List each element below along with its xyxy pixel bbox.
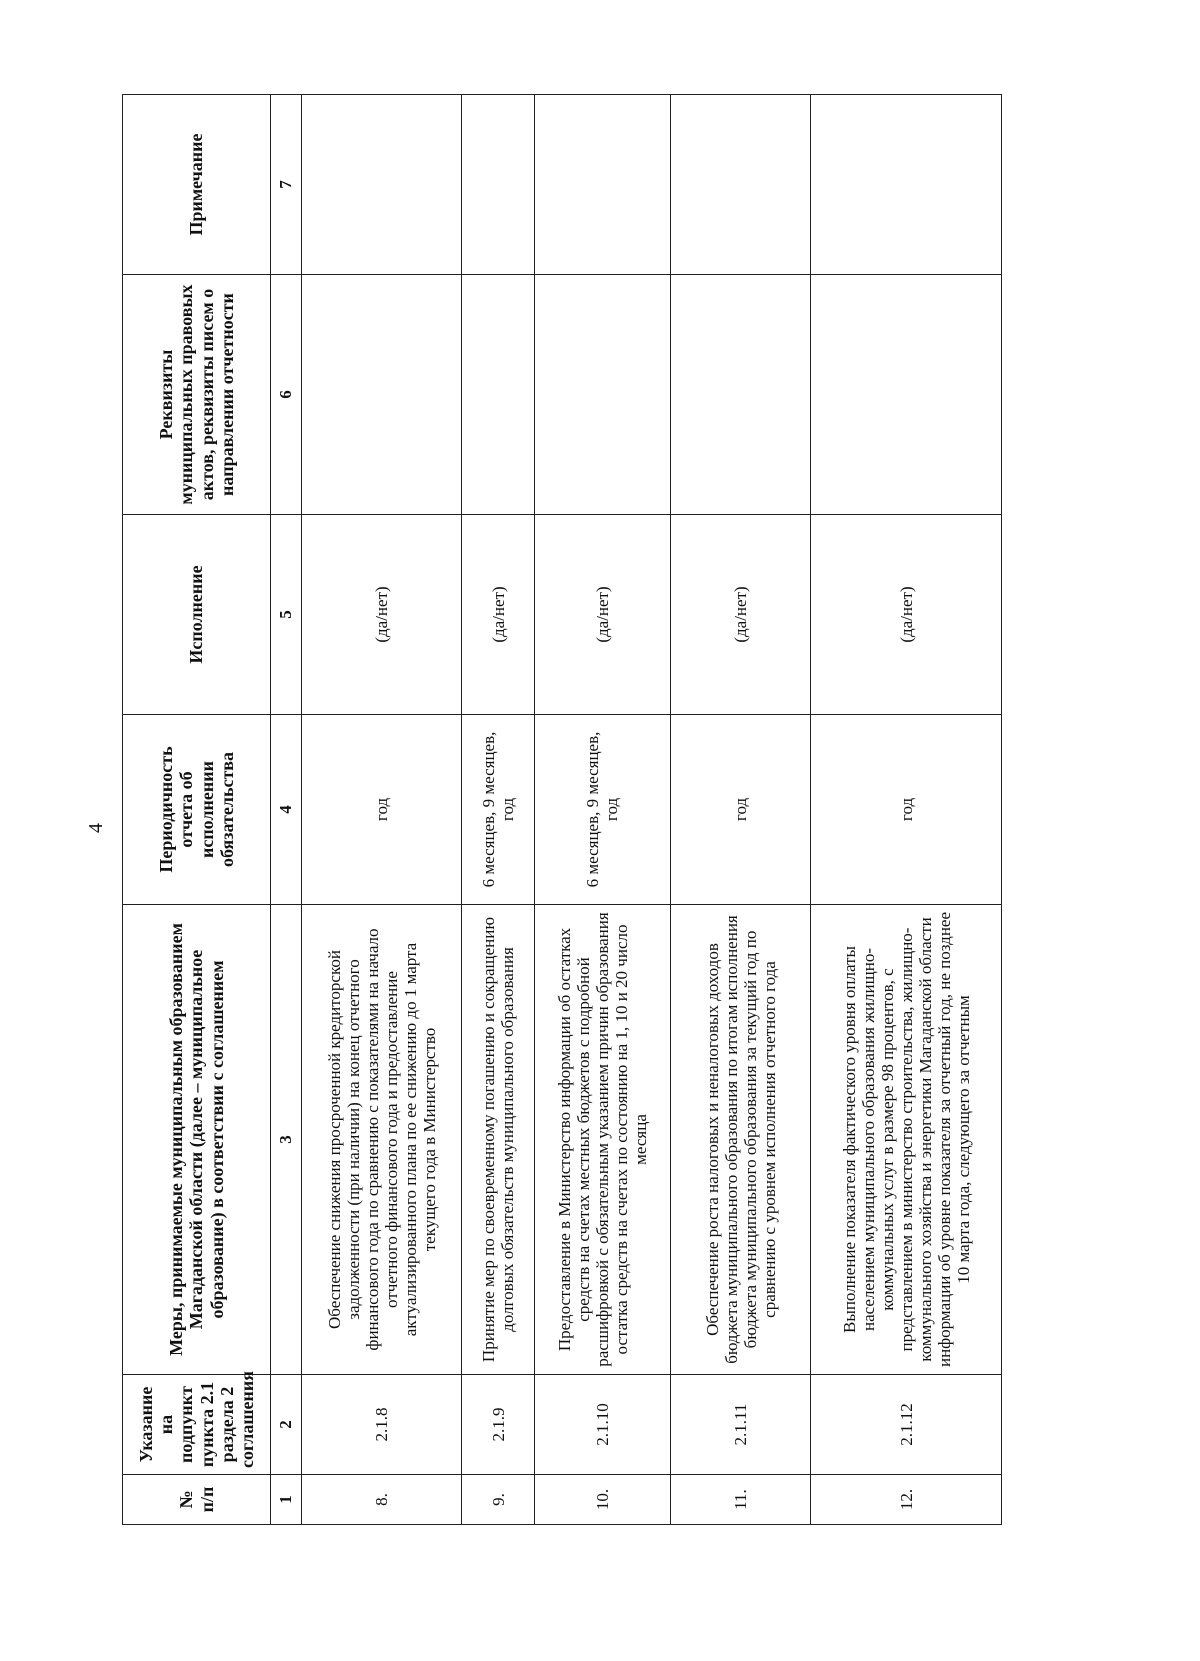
row-execution: (да/нет) xyxy=(811,515,1002,715)
header-note: Примечание xyxy=(123,95,271,275)
row-num: 11. xyxy=(671,1475,811,1525)
row-note xyxy=(302,95,462,275)
column-number-row xyxy=(271,95,302,1525)
row-num: 9. xyxy=(462,1475,534,1525)
obligations-table xyxy=(122,94,1002,1525)
row-ref: 2.1.8 xyxy=(302,1375,462,1475)
table-wrapper xyxy=(122,95,1002,1525)
table-row xyxy=(302,95,462,1525)
header-requisites: Реквизиты муниципальных правовых актов, реквизиты писем о направлении отчетности xyxy=(123,275,271,515)
row-ref: 2.1.9 xyxy=(462,1375,534,1475)
column-number: 3 xyxy=(271,905,302,1375)
row-note xyxy=(671,95,811,275)
row-execution: (да/нет) xyxy=(671,515,811,715)
row-ref: 2.1.12 xyxy=(811,1375,1002,1475)
row-requisites xyxy=(811,275,1002,515)
row-measure: Выполнение показателя фактического уровня оплаты населением муниципального образования жилищно-коммунальных услуг в размере 98 процентов, с представлением в министерство строительства, жилищно-коммунального хозяйства и энергетики Магаданской области информации об уровне показателя за отчетный год, не позднее 10 марта года, следующего за отчетным xyxy=(811,905,1002,1375)
row-execution: (да/нет) xyxy=(462,515,534,715)
header-period: Периодичность отчета об исполнении обязательства xyxy=(123,715,271,905)
row-period: год xyxy=(811,715,1002,905)
column-number: 6 xyxy=(271,275,302,515)
column-number: 4 xyxy=(271,715,302,905)
row-period: 6 месяцев, 9 месяцев, год xyxy=(534,715,670,905)
row-period: год xyxy=(671,715,811,905)
header-num: № п/п xyxy=(123,1475,271,1525)
row-measure: Предоставление в Министерство информации об остатках средств на счетах местных бюджетов с подробной расшифровкой с обязательным указанием причин образования остатка средств на счетах по состоянию на 1, 10 и 20 число месяца xyxy=(534,905,670,1375)
table-row xyxy=(462,95,534,1525)
row-requisites xyxy=(462,275,534,515)
column-number: 5 xyxy=(271,515,302,715)
row-num: 12. xyxy=(811,1475,1002,1525)
row-num: 8. xyxy=(302,1475,462,1525)
row-execution: (да/нет) xyxy=(302,515,462,715)
header-ref: Указание на подпункт пункта 2.1 раздела 2 соглашения xyxy=(123,1375,271,1475)
row-measure: Принятие мер по своевременному погашению и сокращению долговых обязательств муниципального образования xyxy=(462,905,534,1375)
row-requisites xyxy=(671,275,811,515)
row-requisites xyxy=(302,275,462,515)
row-note xyxy=(462,95,534,275)
table-row xyxy=(534,95,670,1525)
table-row xyxy=(811,95,1002,1525)
row-measure: Обеспечение снижения просроченной кредиторской задолженности (при наличии) на конец отчетного финансового года по сравнению с показателями на начало отчетного финансового года и предоставление актуализированного плана по ее снижению до 1 марта текущего года в Министерство xyxy=(302,905,462,1375)
row-ref: 2.1.11 xyxy=(671,1375,811,1475)
row-note xyxy=(534,95,670,275)
column-number: 2 xyxy=(271,1375,302,1475)
row-execution: (да/нет) xyxy=(534,515,670,715)
header-row xyxy=(123,95,271,1525)
table-row xyxy=(671,95,811,1525)
page-number: 4 xyxy=(85,823,107,833)
header-execution: Исполнение xyxy=(123,515,271,715)
row-ref: 2.1.10 xyxy=(534,1375,670,1475)
column-number: 1 xyxy=(271,1475,302,1525)
row-measure: Обеспечение роста налоговых и неналоговых доходов бюджета муниципального образования по итогам исполнения бюджета муниципального образования за текущий год по сравнению с уровнем исполнения отчетного года xyxy=(671,905,811,1375)
rotated-table-container xyxy=(122,95,1002,1525)
header-measure: Меры, принимаемые муниципальным образованием Магаданской области (далее – муниципальное образование) в соответствии с соглашением xyxy=(123,905,271,1375)
row-period: 6 месяцев, 9 месяцев, год xyxy=(462,715,534,905)
row-requisites xyxy=(534,275,670,515)
row-note xyxy=(811,95,1002,275)
column-number: 7 xyxy=(271,95,302,275)
row-num: 10. xyxy=(534,1475,670,1525)
row-period: год xyxy=(302,715,462,905)
